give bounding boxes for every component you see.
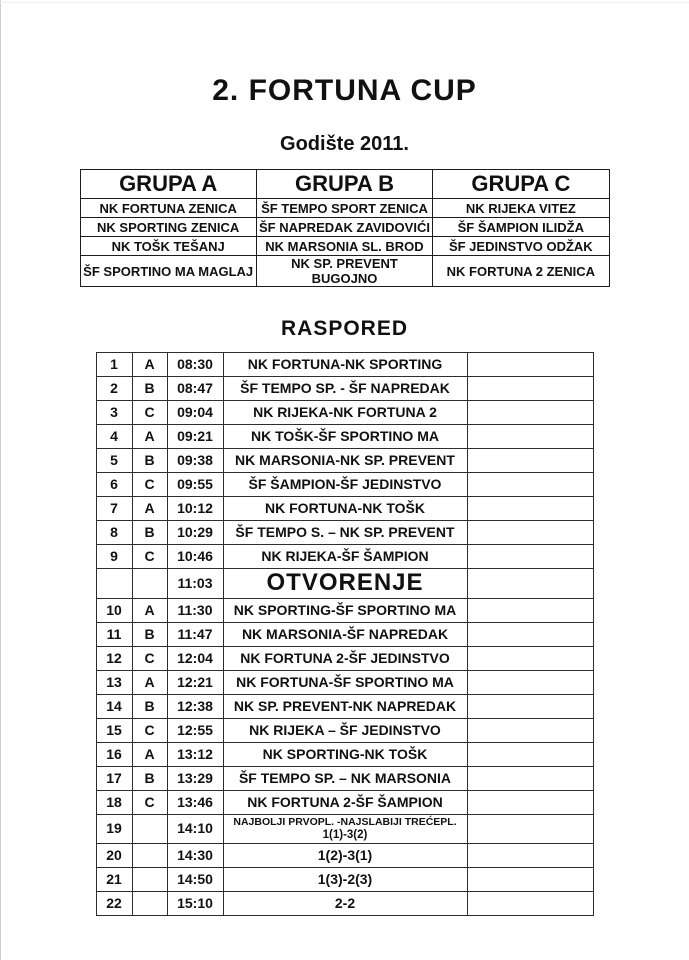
schedule-row: [96, 815, 593, 844]
result-cell: [467, 868, 593, 892]
group-letter-cell: A: [132, 353, 167, 377]
groups-table: [80, 169, 610, 287]
time-cell: 15:10: [167, 892, 223, 916]
schedule-row: [96, 868, 593, 892]
result-cell: [467, 599, 593, 623]
schedule-row: [96, 623, 593, 647]
match-number-cell: 21: [96, 868, 132, 892]
group-header: GRUPA C: [433, 170, 609, 199]
time-cell: 10:29: [167, 521, 223, 545]
schedule-row: [96, 377, 593, 401]
match-cell: NK FORTUNA 2-ŠF JEDINSTVO: [223, 647, 467, 671]
group-team-row: [80, 256, 609, 287]
match-cell: NK RIJEKA – ŠF JEDINSTVO: [223, 719, 467, 743]
schedule-row: [96, 569, 593, 599]
result-cell: [467, 473, 593, 497]
match-cell: NK SP. PREVENT-NK NAPREDAK: [223, 695, 467, 719]
result-cell: [467, 623, 593, 647]
schedule-row: [96, 767, 593, 791]
schedule-row: [96, 743, 593, 767]
time-cell: 10:12: [167, 497, 223, 521]
team-name-cell: NK MARSONIA SL. BROD: [256, 237, 432, 256]
team-name-cell: NK SP. PREVENT BUGOJNO: [256, 256, 432, 287]
schedule-row: [96, 545, 593, 569]
group-team-row: [80, 199, 609, 218]
result-cell: [467, 425, 593, 449]
groups-header-row: [80, 170, 609, 199]
team-name-cell: ŠF NAPREDAK ZAVIDOVIĆI: [256, 218, 432, 237]
group-letter-cell: A: [132, 497, 167, 521]
group-letter-cell: B: [132, 623, 167, 647]
page-subtitle: Godište 2011.: [280, 133, 409, 155]
time-cell: 13:12: [167, 743, 223, 767]
result-cell: [467, 497, 593, 521]
schedule-row: [96, 671, 593, 695]
time-cell: 12:55: [167, 719, 223, 743]
team-name-cell: ŠF TEMPO SPORT ZENICA: [256, 199, 432, 218]
match-number-cell: 5: [96, 449, 132, 473]
time-cell: 09:04: [167, 401, 223, 425]
match-number-cell: 18: [96, 791, 132, 815]
result-cell: [467, 844, 593, 868]
team-name-cell: NK SPORTING ZENICA: [80, 218, 256, 237]
time-cell: 08:47: [167, 377, 223, 401]
match-cell: NK RIJEKA-NK FORTUNA 2: [223, 401, 467, 425]
group-header: GRUPA B: [256, 170, 432, 199]
schedule-row: [96, 353, 593, 377]
result-cell: [467, 892, 593, 916]
group-letter-cell: C: [132, 401, 167, 425]
time-cell: 14:10: [167, 815, 223, 844]
match-number-cell: 8: [96, 521, 132, 545]
schedule-row: [96, 497, 593, 521]
group-letter-cell: B: [132, 695, 167, 719]
match-number-cell: 20: [96, 844, 132, 868]
match-cell: [223, 815, 467, 844]
match-cell: ŠF ŠAMPION-ŠF JEDINSTVO: [223, 473, 467, 497]
match-cell: ŠF TEMPO S. – NK SP. PREVENT: [223, 521, 467, 545]
match-number-cell: 3: [96, 401, 132, 425]
result-cell: [467, 671, 593, 695]
page-title: 2. FORTUNA CUP: [212, 74, 477, 107]
schedule-row: [96, 599, 593, 623]
schedule-row: [96, 892, 593, 916]
group-letter-cell: C: [132, 647, 167, 671]
group-letter-cell: B: [132, 521, 167, 545]
match-cell: 1(3)-2(3): [223, 868, 467, 892]
match-cell: NK MARSONIA-ŠF NAPREDAK: [223, 623, 467, 647]
schedule-row: [96, 695, 593, 719]
group-letter-cell: [132, 569, 167, 599]
group-letter-cell: C: [132, 791, 167, 815]
match-cell: NK FORTUNA-NK SPORTING: [223, 353, 467, 377]
schedule-row: [96, 791, 593, 815]
schedule-row: [96, 521, 593, 545]
time-cell: 09:55: [167, 473, 223, 497]
time-cell: 14:30: [167, 844, 223, 868]
group-letter-cell: C: [132, 719, 167, 743]
team-name-cell: ŠF SPORTINO MA MAGLAJ: [80, 256, 256, 287]
group-letter-cell: [132, 892, 167, 916]
match-cell: NK SPORTING-ŠF SPORTINO MA: [223, 599, 467, 623]
result-cell: [467, 767, 593, 791]
group-letter-cell: [132, 815, 167, 844]
result-cell: [467, 353, 593, 377]
group-team-row: [80, 237, 609, 256]
match-cell: ŠF TEMPO SP. - ŠF NAPREDAK: [223, 377, 467, 401]
result-cell: [467, 815, 593, 844]
team-name-cell: NK RIJEKA VITEZ: [433, 199, 609, 218]
match-cell: NK FORTUNA-ŠF SPORTINO MA: [223, 671, 467, 695]
match-number-cell: 12: [96, 647, 132, 671]
group-letter-cell: A: [132, 425, 167, 449]
match-cell: 2-2: [223, 892, 467, 916]
match-text-line2: 1(1)-3(2): [322, 828, 368, 841]
result-cell: [467, 545, 593, 569]
result-cell: [467, 401, 593, 425]
match-number-cell: [96, 569, 132, 599]
match-number-cell: 1: [96, 353, 132, 377]
match-number-cell: 7: [96, 497, 132, 521]
result-cell: [467, 791, 593, 815]
time-cell: 13:29: [167, 767, 223, 791]
page-edge-line: [0, 0, 1, 960]
time-cell: 11:47: [167, 623, 223, 647]
result-cell: [467, 695, 593, 719]
team-name-cell: ŠF JEDINSTVO ODŽAK: [433, 237, 609, 256]
team-name-cell: NK FORTUNA ZENICA: [80, 199, 256, 218]
team-name-cell: NK TOŠK TEŠANJ: [80, 237, 256, 256]
group-letter-cell: B: [132, 767, 167, 791]
match-number-cell: 9: [96, 545, 132, 569]
match-number-cell: 17: [96, 767, 132, 791]
schedule-row: [96, 719, 593, 743]
time-cell: 09:38: [167, 449, 223, 473]
group-letter-cell: B: [132, 449, 167, 473]
match-cell: NK FORTUNA 2-ŠF ŠAMPION: [223, 791, 467, 815]
match-number-cell: 14: [96, 695, 132, 719]
time-cell: 11:30: [167, 599, 223, 623]
time-cell: 13:46: [167, 791, 223, 815]
match-number-cell: 15: [96, 719, 132, 743]
match-cell: NK TOŠK-ŠF SPORTINO MA: [223, 425, 467, 449]
match-cell: 1(2)-3(1): [223, 844, 467, 868]
schedule-row: [96, 425, 593, 449]
team-name-cell: NK FORTUNA 2 ZENICA: [433, 256, 609, 287]
match-number-cell: 16: [96, 743, 132, 767]
match-number-cell: 4: [96, 425, 132, 449]
match-number-cell: 6: [96, 473, 132, 497]
schedule-row: [96, 449, 593, 473]
match-number-cell: 2: [96, 377, 132, 401]
group-letter-cell: [132, 868, 167, 892]
time-cell: 12:38: [167, 695, 223, 719]
result-cell: [467, 569, 593, 599]
result-cell: [467, 719, 593, 743]
time-cell: 09:21: [167, 425, 223, 449]
time-cell: 14:50: [167, 868, 223, 892]
result-cell: [467, 647, 593, 671]
match-cell: NK MARSONIA-NK SP. PREVENT: [223, 449, 467, 473]
result-cell: [467, 377, 593, 401]
match-text-line1: NAJBOLJI PRVOPL. -NAJSLABIJI TREĆEPL.: [233, 815, 457, 828]
schedule-row: [96, 647, 593, 671]
team-name-cell: ŠF ŠAMPION ILIDŽA: [433, 218, 609, 237]
schedule-row: [96, 401, 593, 425]
time-cell: 08:30: [167, 353, 223, 377]
result-cell: [467, 521, 593, 545]
match-cell: NK SPORTING-NK TOŠK: [223, 743, 467, 767]
match-number-cell: 13: [96, 671, 132, 695]
time-cell: 11:03: [167, 569, 223, 599]
match-number-cell: 11: [96, 623, 132, 647]
match-cell: NK RIJEKA-ŠF ŠAMPION: [223, 545, 467, 569]
group-letter-cell: C: [132, 545, 167, 569]
schedule-heading: RASPORED: [280, 317, 409, 340]
result-cell: [467, 449, 593, 473]
match-number-cell: 19: [96, 815, 132, 844]
match-cell: OTVORENJE: [223, 569, 467, 599]
group-letter-cell: [132, 844, 167, 868]
schedule-table: [96, 352, 594, 916]
time-cell: 12:21: [167, 671, 223, 695]
time-cell: 10:46: [167, 545, 223, 569]
group-letter-cell: C: [132, 473, 167, 497]
group-team-row: [80, 218, 609, 237]
group-letter-cell: A: [132, 743, 167, 767]
match-number-cell: 22: [96, 892, 132, 916]
schedule-row: [96, 473, 593, 497]
page-top-line: [0, 2, 689, 3]
group-header: GRUPA A: [80, 170, 256, 199]
group-letter-cell: A: [132, 599, 167, 623]
group-letter-cell: A: [132, 671, 167, 695]
match-number-cell: 10: [96, 599, 132, 623]
match-cell: NK FORTUNA-NK TOŠK: [223, 497, 467, 521]
group-letter-cell: B: [132, 377, 167, 401]
schedule-row: [96, 844, 593, 868]
time-cell: 12:04: [167, 647, 223, 671]
match-cell: ŠF TEMPO SP. – NK MARSONIA: [223, 767, 467, 791]
result-cell: [467, 743, 593, 767]
